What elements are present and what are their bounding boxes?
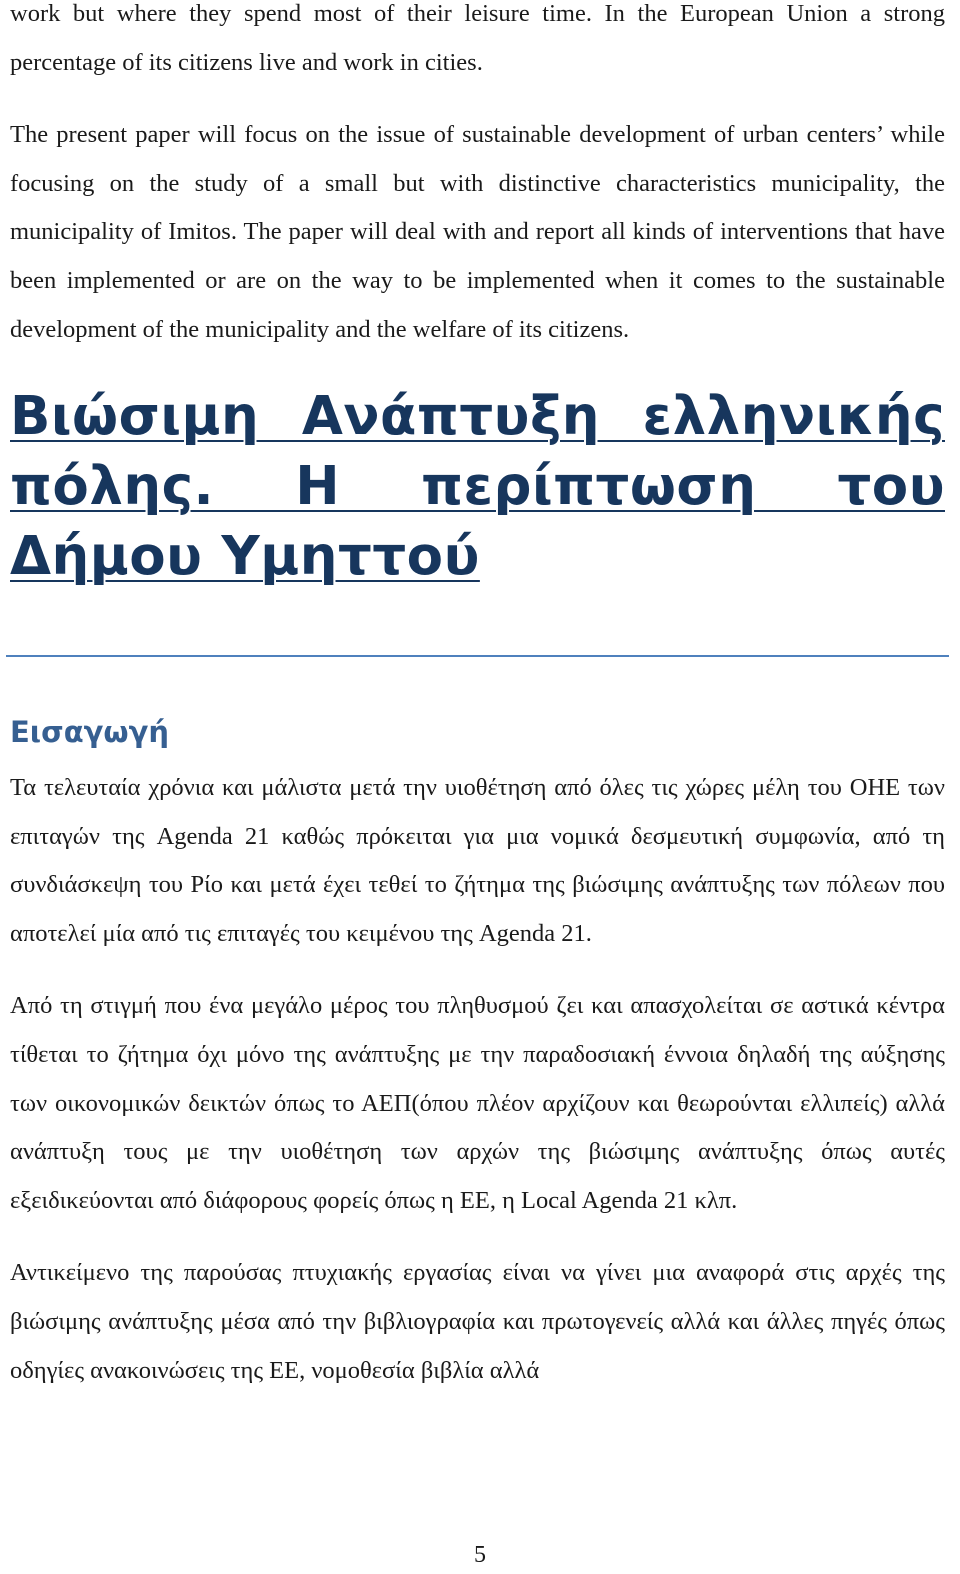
section-paragraph-2: Από τη στιγμή που ένα μεγάλο μέρος του πληθυσμού ζει και απασχολείται σε αστικά κέντρα τίθεται το ζήτημα όχι μόνο της ανάπτυξης με την παραδοσιακή έννοια δηλαδή της αύξησης των οικονομικών δεικτών όπως το ΑΕΠ(όπου πλέον αρχίζουν και θεωρούνται ελλιπείς) αλλά ανάπτυξη τους με την υιοθέτηση των αρχών της βιώσιμης ανάπτυξης όπως αυτές εξειδικεύονται από διάφορους φορείς όπως η ΕΕ, η Local Agenda 21 κλπ. [10,992,945,1214]
document-page [10,0,945,1384]
section-body [10,764,945,1395]
page-number: 5 [474,1542,486,1568]
english-paragraph-2: The present paper will focus on the issue of sustainable development of urban centers’ while focusing on the study of a small but with distinctive characteristics municipality, the municipality of Imitos. The paper will deal with and report all kinds of interventions that have been implemented or are on the way to be implemented when it comes to the sustainable development of the municipality and the welfare of its citizens. [10,121,945,343]
section-heading: Εισαγωγή [10,715,169,749]
document-title: Βιώσιμη Ανάπτυξη ελληνικής πόλης. Η περίπτωση του Δήμου Υμηττού [10,386,945,588]
section-paragraph-3: Αντικείμενο της παρούσας πτυχιακής εργασίας είναι να γίνει μια αναφορά στις αρχές της βιώσιμης ανάπτυξης μέσα από την βιβλιογραφία και πρωτογενείς αλλά και άλλες πηγές όπως οδηγίες ανακοινώσεις της ΕΕ, νομοθεσία βιβλία αλλά [10,1259,945,1384]
section-paragraph-1: Τα τελευταία χρόνια και μάλιστα μετά την υιοθέτηση από όλες τις χώρες μέλη του ΟΗΕ των επιταγών της Agenda 21 καθώς πρόκειται για μια νομικά δεσμευτική συμφωνία, από τη συνδιάσκεψη του Ρίο και μετά έχει τεθεί το ζήτημα της βιώσιμης ανάπτυξης των πόλεων που αποτελεί μία από τις επιταγές του κειμένου της Agenda 21. [10,774,945,947]
title-divider [6,655,949,657]
english-paragraph-1: work but where they spend most of their leisure time. In the European Union a strong percentage of its citizens live and work in cities. [10,0,945,76]
